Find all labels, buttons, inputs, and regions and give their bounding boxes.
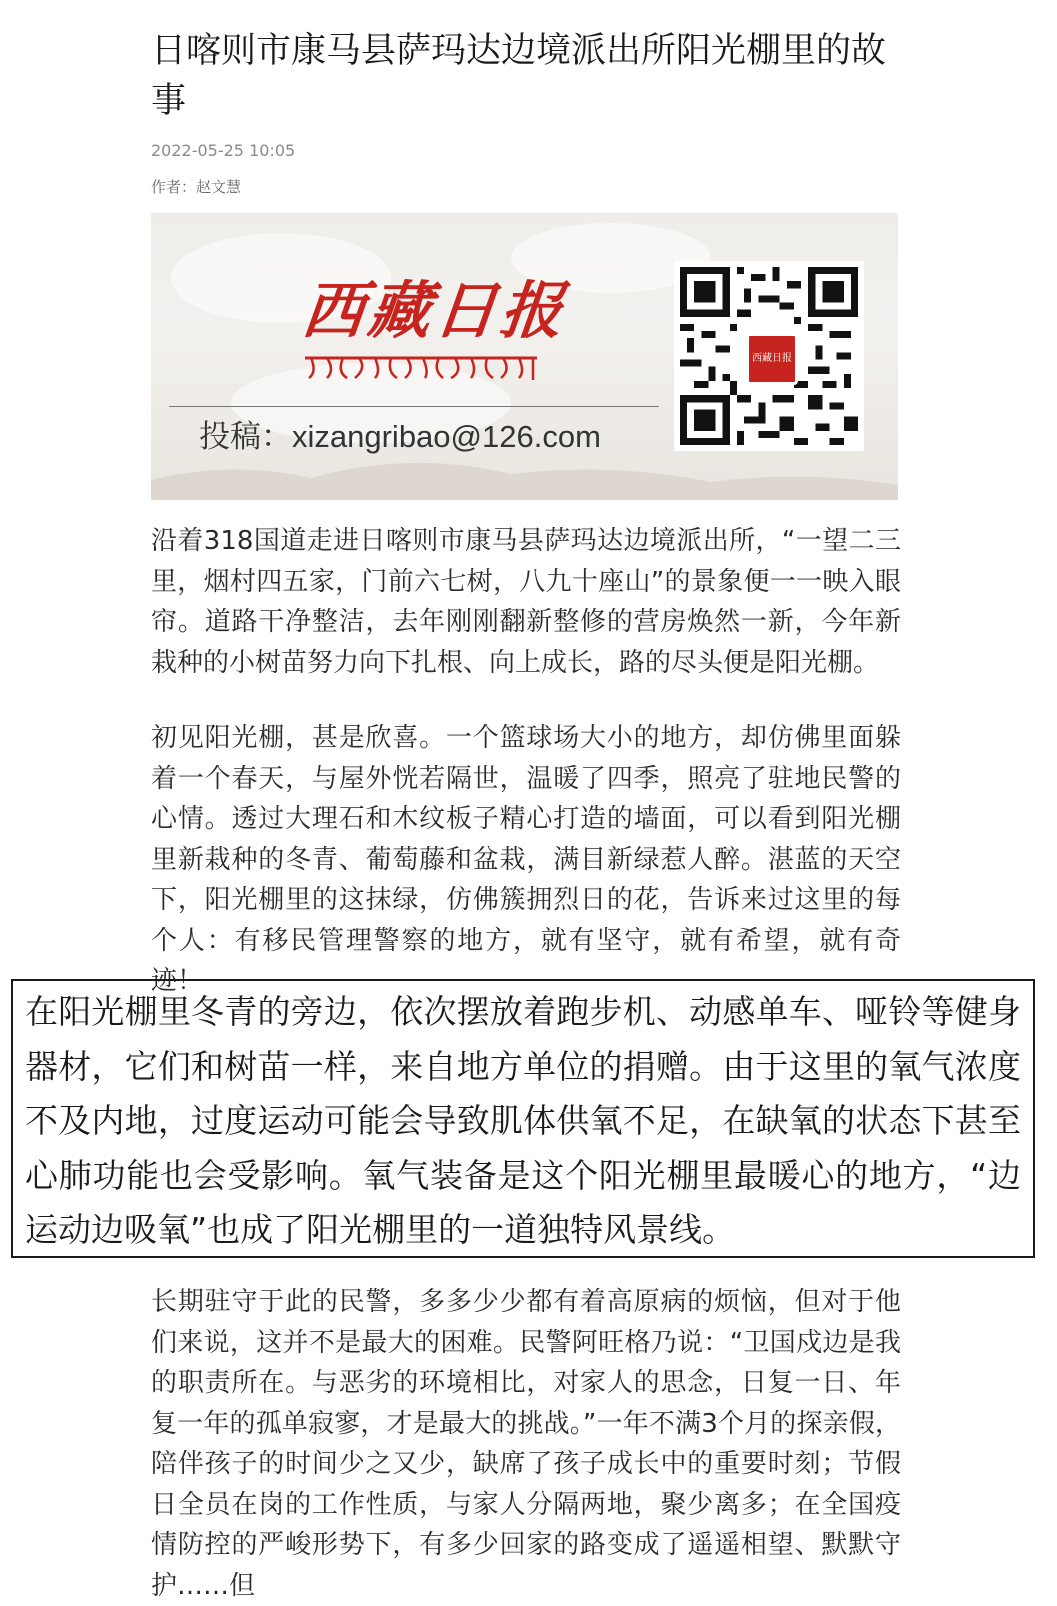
newspaper-logo: 西藏日报 [298, 274, 571, 347]
paragraph-3: 长期驻守于此的民警，多多少少都有着高原病的烦恼，但对于他们来说，这并不是最大的困难。民警阿旺格乃说：“卫国戍边是我的职责所在。与恶劣的环境相比，对家人的思念，日复一日、年复一年的孤单寂寥，才是最大的挑战。”一年不满3个月的探亲假，陪伴孩子的时间少之又少，缺席了孩子成长中的重要时刻；节假日全员在岗的工作性质，与家人分隔两地，聚少离多；在全国疫情防控的严峻形势下，有多少回家的路变成了遥遥相望、默默守护……但 [151, 1287, 901, 1601]
qr-center-logo: 西藏日报 [746, 333, 798, 385]
newspaper-banner [151, 213, 898, 500]
paragraph-2: 初见阳光棚，甚是欣喜。一个篮球场大小的地方，却仿佛里面躲着一个春天，与屋外恍若隔世，温暖了四季，照亮了驻地民警的心情。透过大理石和木纹板子精心打造的墙面，可以看到阳光棚里新栽种的冬青、葡萄藤和盆栽，满目新绿惹人醉。湛蓝的天空下，阳光棚里的这抹绿，仿佛簇拥烈日的花，告诉来过这里的每个人：有移民管理警察的地方，就有坚守，就有希望，就有奇迹！ [151, 723, 901, 996]
tibetan-script-logo [301, 348, 541, 382]
author-label: 作者： [151, 178, 197, 196]
paragraph-1: 沿着318国道走进日喀则市康马县萨玛达边境派出所，“一望二三里，烟村四五家，门前六七树，八九十座山”的景象便一一映入眼帘。道路干净整洁，去年刚刚翻新整修的营房焕然一新，今年新栽种的小树苗努力向下扎根、向上成长，路的尽头便是阳光棚。 [151, 526, 901, 678]
publish-date: 2022-05-25 10:05 [151, 141, 296, 160]
contribute-email: 投稿：xizangribao@126.com [199, 419, 601, 454]
highlighted-paragraph-box [11, 979, 1035, 1258]
banner-divider [169, 406, 659, 407]
qr-code [674, 261, 864, 451]
highlighted-paragraph: 在阳光棚里冬青的旁边，依次摆放着跑步机、动感单车、哑铃等健身器材，它们和树苗一样，来自地方单位的捐赠。由于这里的氧气浓度不及内地，过度运动可能会导致肌体供氧不足，在缺氧的状态下甚至心肺功能也会受影响。氧气装备是这个阳光棚里最暖心的地方，“边运动边吸氧”也成了阳光棚里的一道独特风景线。 [25, 992, 1021, 1249]
author-line [151, 176, 241, 197]
author-name: 赵文慧 [196, 178, 242, 196]
article-title: 日喀则市康马县萨玛达边境派出所阳光棚里的故事 [151, 31, 887, 121]
